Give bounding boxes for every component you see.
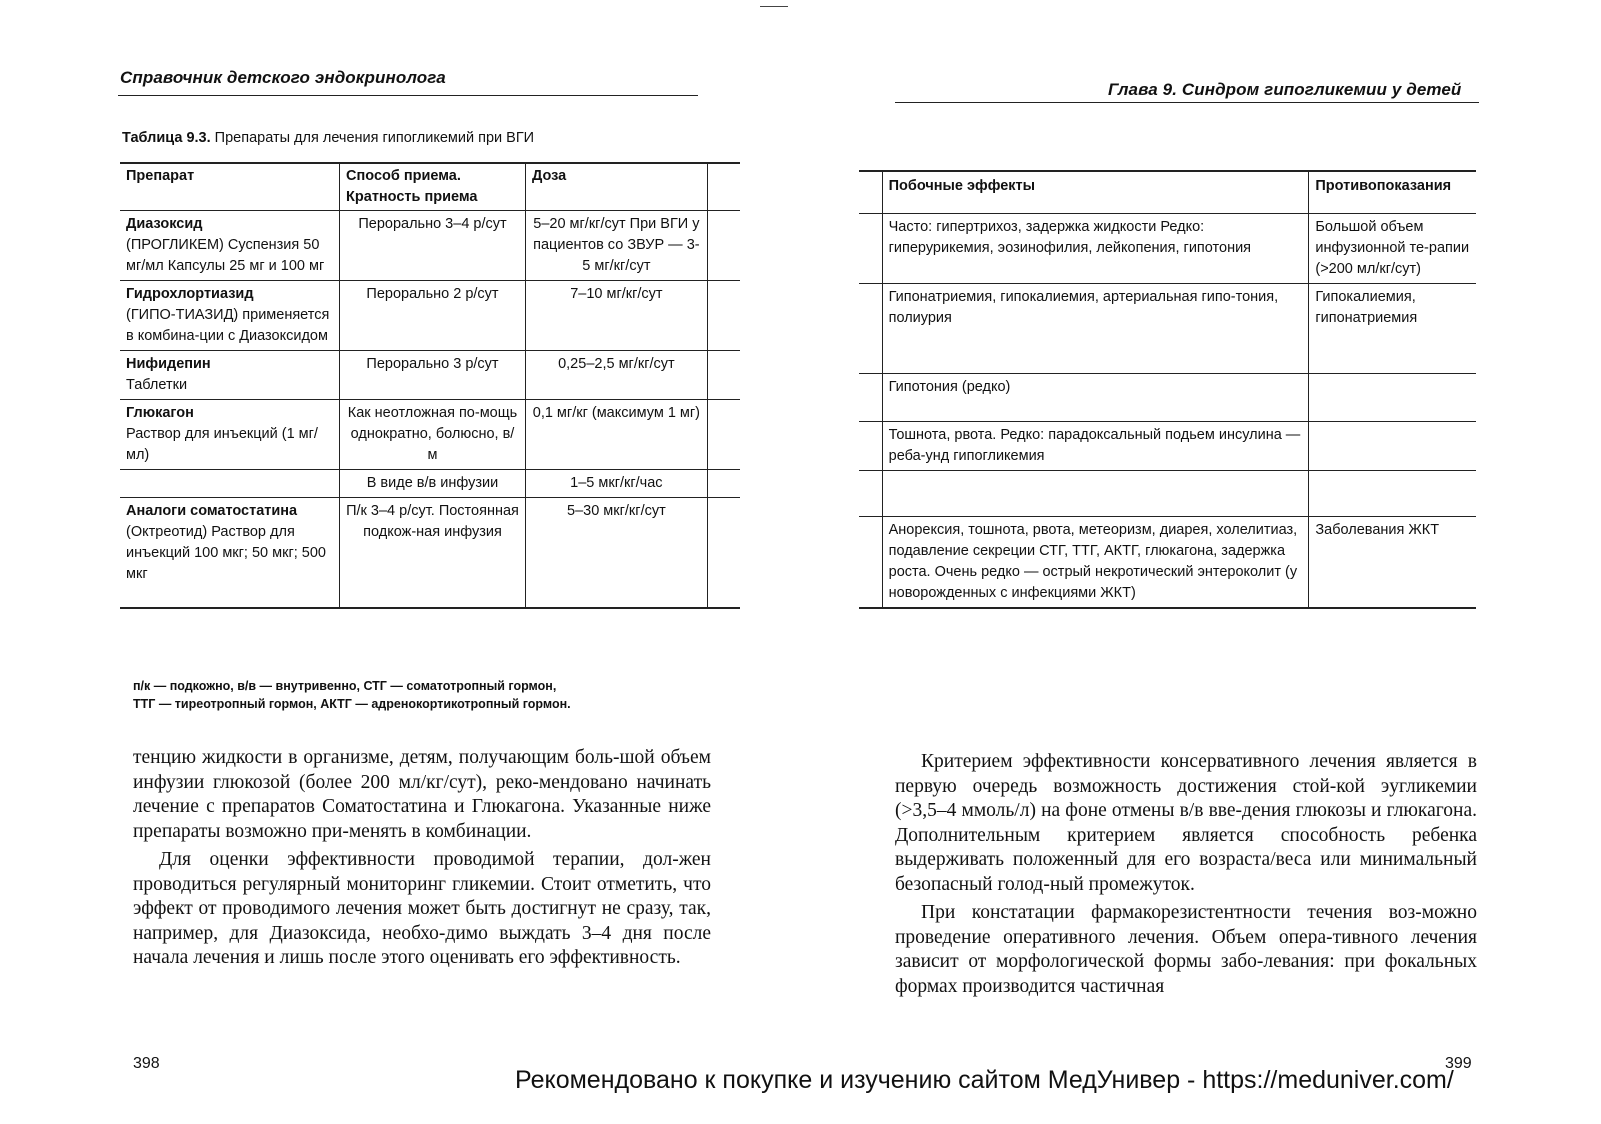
effects-cell xyxy=(882,471,1309,517)
drug-table xyxy=(120,162,740,609)
table-row xyxy=(859,374,1476,422)
blank-cell xyxy=(859,471,882,517)
blank-cell xyxy=(859,214,882,284)
dose-cell: 7–10 мг/кг/сут xyxy=(525,281,707,351)
drug-desc: (ГИПО-ТИАЗИД) применяется в комбина-ции с Диазоксидом xyxy=(126,307,330,344)
header-side-effects: Побочные эффекты xyxy=(882,171,1309,214)
table-row xyxy=(120,400,740,470)
route-cell: В виде в/в инфузии xyxy=(340,470,526,498)
header-dose: Доза xyxy=(525,163,707,211)
table-footnote xyxy=(133,677,571,713)
footnote-line: п/к — подкожно, в/в — внутривенно, СТГ — соматотропный гормон, xyxy=(133,679,557,693)
paragraph: Для оценки эффективности проводимой терапии, дол-жен проводиться регулярный мониторинг гликемии. Стоит отметить, что эффект от проводимого лечения может быть достигнут не сразу, так, например, для Диазоксида, необхо-димо выждать 3–4 дня после начала лечения и лишь после этого оценивать его эффективность. xyxy=(133,849,711,968)
dose-cell: 0,25–2,5 мг/кг/сут xyxy=(525,351,707,400)
contra-cell: Заболевания ЖКТ xyxy=(1309,517,1476,609)
contra-cell xyxy=(1309,471,1476,517)
table-row xyxy=(859,284,1476,374)
table-caption-number: Таблица 9.3. xyxy=(122,130,211,146)
table-header-row xyxy=(859,171,1476,214)
contra-cell: Гипокалиемия, гипонатриемия xyxy=(1309,284,1476,374)
effects-cell: Тошнота, рвота. Редко: парадоксальный подьем инсулина — реба-унд гипогликемия xyxy=(882,422,1309,471)
drug-name: Нифидепин xyxy=(126,356,211,372)
blank-cell xyxy=(707,281,740,351)
header-contraindications: Противопоказания xyxy=(1309,171,1476,214)
table-row xyxy=(859,422,1476,471)
drug-desc: (Октреотид) Раствор для инъекций 100 мкг; 50 мкг; 500 мкг xyxy=(126,524,326,582)
table-row xyxy=(859,517,1476,609)
right-page xyxy=(801,0,1601,1124)
blank-cell xyxy=(859,422,882,471)
dose-cell: 5–30 мкг/кг/сут xyxy=(525,498,707,608)
drug-cell xyxy=(120,351,340,400)
table-row xyxy=(120,281,740,351)
contra-cell xyxy=(1309,374,1476,422)
left-page xyxy=(0,0,800,1124)
drug-desc: Таблетки xyxy=(126,377,188,393)
blank-cell xyxy=(707,498,740,608)
drug-desc: Раствор для инъекций (1 мг/мл) xyxy=(126,426,318,463)
page-number: 398 xyxy=(133,1055,160,1072)
contra-cell xyxy=(1309,422,1476,471)
table-caption-title: Препараты для лечения гипогликемий при ВГИ xyxy=(210,130,535,146)
watermark-banner: Рекомендовано к покупке и изучению сайтом МедУнивер - https://meduniver.com/ xyxy=(515,1066,1454,1094)
drug-name: Аналоги соматостатина xyxy=(126,503,298,519)
blank-cell xyxy=(707,470,740,498)
drug-desc: (ПРОГЛИКЕМ) Суспензия 50 мг/мл Капсулы 25 мг и 100 мг xyxy=(126,237,325,274)
dose-cell: 0,1 мг/кг (максимум 1 мг) xyxy=(525,400,707,470)
header-route: Способ приема. Кратность приема xyxy=(340,163,526,211)
paragraph: Критерием эффективности консервативного лечения является в первую очередь возможность достижения стой-кой эугликемии (>3,5–4 ммоль/л) на фоне отмены в/в вве-дения глюкозы и глюкагона. Дополнительным критерием является способность ребенка выдерживать положенный для его возраста/веса или минимальный безопасный голод-ный промежуток. xyxy=(895,751,1477,895)
header-blank xyxy=(859,171,882,214)
running-head: Глава 9. Синдром гипогликемии у детей xyxy=(1108,80,1462,99)
scan-mark xyxy=(760,6,788,7)
blank-cell xyxy=(707,351,740,400)
table-row xyxy=(120,470,740,498)
blank-cell xyxy=(859,374,882,422)
blank-cell xyxy=(707,211,740,281)
header-rule xyxy=(118,95,698,96)
blank-cell xyxy=(859,517,882,609)
drug-name: Гидрохлортиазид xyxy=(126,286,254,302)
header-rule xyxy=(895,102,1479,103)
running-head: Справочник детского эндокринолога xyxy=(120,68,446,87)
header-blank xyxy=(707,163,740,211)
table-row xyxy=(120,351,740,400)
effects-cell: Анорексия, тошнота, рвота, метеоризм, диарея, холелитиаз, подавление секреции СТГ, ТТГ, АКТГ, глюкагона, задержка роста. Очень редко — острый некротический энтероколит (у новорожденных с инфекциями ЖКТ) xyxy=(882,517,1309,609)
drug-cell xyxy=(120,281,340,351)
body-text xyxy=(133,746,711,971)
dose-cell: 5–20 мг/кг/сут При ВГИ у пациентов со ЗВУР — 3-5 мг/кг/сут xyxy=(525,211,707,281)
body-text xyxy=(895,750,1477,999)
contra-cell: Большой объем инфузионной те-рапии (>200 мл/кг/сут) xyxy=(1309,214,1476,284)
blank-cell xyxy=(859,284,882,374)
route-cell: Перорально 3–4 р/сут xyxy=(340,211,526,281)
drug-cell xyxy=(120,498,340,608)
table-row xyxy=(859,471,1476,517)
table-row xyxy=(859,214,1476,284)
route-cell: Перорально 3 р/сут xyxy=(340,351,526,400)
drug-cell xyxy=(120,470,340,498)
table-header-row xyxy=(120,163,740,211)
drug-cell xyxy=(120,211,340,281)
effects-cell: Гипотония (редко) xyxy=(882,374,1309,422)
header-drug: Препарат xyxy=(120,163,340,211)
drug-cell xyxy=(120,400,340,470)
paragraph: тенцию жидкости в организме, детям, получающим боль-шой объем инфузии глюкозой (более 200 мл/кг/сут), реко-мендовано начинать лечение с препаратов Соматостатина и Глюкагона. Указанные ниже препараты возможно при-менять в комбинации. xyxy=(133,747,711,842)
table-row xyxy=(120,498,740,608)
dose-cell: 1–5 мкг/кг/час xyxy=(525,470,707,498)
table-caption xyxy=(122,130,534,146)
drug-name: Диазоксид xyxy=(126,216,203,232)
table-row xyxy=(120,211,740,281)
route-cell: П/к 3–4 р/сут. Постоянная подкож-ная инфузия xyxy=(340,498,526,608)
side-effects-table xyxy=(859,170,1476,609)
effects-cell: Гипонатриемия, гипокалиемия, артериальная гипо-тония, полиурия xyxy=(882,284,1309,374)
paragraph: При констатации фармакорезистентности течения воз-можно проведение оперативного лечения. Объем опера-тивного лечения зависит от морфологической формы забо-левания: при фокальных формах производится частичная xyxy=(895,902,1477,997)
footnote-line: ТТГ — тиреотропный гормон, АКТГ — адренокортикотропный гормон. xyxy=(133,697,571,711)
blank-cell xyxy=(707,400,740,470)
drug-name: Глюкагон xyxy=(126,405,194,421)
page-number: 399 xyxy=(1445,1055,1472,1072)
effects-cell: Часто: гипертрихоз, задержка жидкости Редко: гиперурикемия, эозинофилия, лейкопения, гипотония xyxy=(882,214,1309,284)
route-cell: Перорально 2 р/сут xyxy=(340,281,526,351)
route-cell: Как неотложная по-мощь однократно, болюсно, в/м xyxy=(340,400,526,470)
